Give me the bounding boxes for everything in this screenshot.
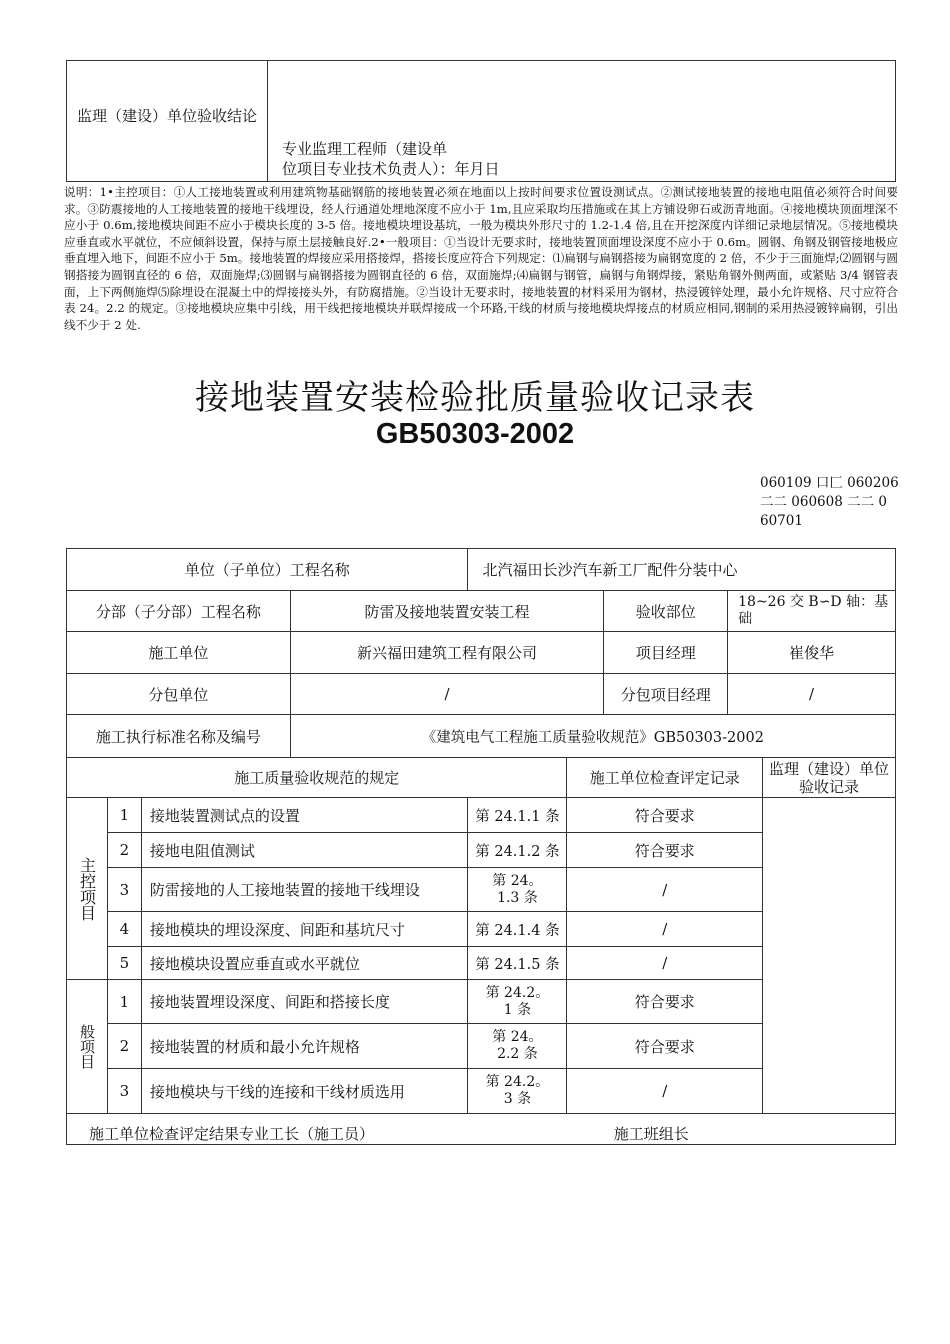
code-line: 060109 口匚 060206 [760, 475, 899, 491]
general-group-cell [67, 980, 108, 1114]
item-text: 接地装置测试点的设置 [141, 798, 468, 833]
footer-left: 施工单位检查评定结果专业工长（施工员） [89, 1125, 375, 1143]
standard-code: GB50303-2002 [375, 418, 575, 450]
item-result: / [567, 868, 763, 912]
page-title: 接地装置安装检验批质量验收记录表 [195, 378, 755, 418]
inspection-table [66, 548, 896, 591]
table-row [67, 798, 896, 833]
info-row [67, 674, 896, 715]
pm-value: 崔俊华 [728, 632, 896, 674]
general-group-label: 般项目 [77, 1024, 96, 1069]
supervision-label-cell [67, 61, 268, 182]
sub-pm-label: 分包项目经理 [604, 674, 728, 715]
item-text: 接地装置埋设深度、间距和搭接长度 [141, 980, 468, 1024]
item-text: 接地电阻值测试 [141, 833, 468, 868]
info-row [67, 591, 896, 632]
sub-value: 防雷及接地装置安装工程 [290, 591, 604, 632]
header-spec: 施工质量验收规范的规定 [67, 758, 567, 798]
item-result: / [567, 912, 763, 947]
batch-codes [760, 474, 900, 531]
item-clause: 第 24.2。1 条 [468, 980, 567, 1024]
item-no: 3 [107, 868, 141, 912]
supervision-table [66, 60, 896, 182]
item-no: 5 [107, 947, 141, 980]
std-label: 施工执行标准名称及编号 [67, 715, 291, 758]
footer-right: 施工班组长 [613, 1125, 689, 1143]
notes-paragraph: 说明：1•主控项目：①人工接地装置或利用建筑物基础钢筋的接地装置必须在地面以上按时间要求位置设测试点。②测试接地装置的接地电阻值必须符合时间要求。③防震接地的人工接地装置的接地干线埋设，经人行通道处埋地深度不应小于 1m,且应采取均压措施或在其上方铺设卵石或沥青地面。④接地模块顶面埋深不应小于 0.6m,接地模块间距不应小于模块长度的 3-5 倍。接地模块埋设基坑，一般为模块外形尺寸的 1.2-1.4 倍,且在开挖深度内详细记录地层情况。⑤接地模块应垂直或水平就位，不应倾斜设置，保持与原土层接触良好.2•一般项目：①当设计无要求时，接地装置顶面埋设深度不应小于 0.6m。圆钢、角钢及钢管接地极应垂直埋入地下，间距不应小于 5m。接地装置的焊接应采用搭接焊，搭接长度应符合下列规定：⑴扁钢与扁钢搭接为扁钢宽度的 2 倍，不少于三面施焊;⑵圆钢与圆钢搭接为圆钢直径的 6 倍，双面施焊;⑶圆钢与扁钢搭接为圆钢直径的 6 倍，双面施焊;⑷扁钢与钢管，扁钢与角钢焊接，紧贴角钢外侧两面，或紧贴 3/4 钢管表面，上下两侧施焊⑸除埋设在混凝土中的焊接接头外，有防腐措施。②当设计无要求时，接地装置的材料采用为钢材，热浸镀锌处理，最小允许规格、尺寸应符合表 24。2.2 的规定。③接地模块应集中引线，用干线把接地模块并联焊接成一个环路,干线的材质与接地模块焊接点的材质应相同,钢制的采用热浸镀锌扁钢，引出线不少于 2 处. [64, 185, 898, 332]
sub-pm-value: / [728, 674, 896, 715]
item-clause: 第 24。2.2 条 [468, 1024, 567, 1069]
code-line: 二二 060608 二二 0 [760, 494, 887, 510]
contractor-value: 新兴福田建筑工程有限公司 [290, 632, 604, 674]
item-result: 符合要求 [567, 833, 763, 868]
part-value: 18~26 交 B∽D 轴：基础 [728, 591, 896, 632]
item-clause: 第 24.1.5 条 [468, 947, 567, 980]
info-row [67, 549, 896, 591]
contractor-label: 施工单位 [67, 632, 291, 674]
item-text: 防雷接地的人工接地装置的接地干线埋设 [141, 868, 468, 912]
item-no: 2 [107, 1024, 141, 1069]
footer-row [67, 1114, 896, 1145]
main-group-label: 主控项目 [77, 856, 97, 921]
item-text: 接地模块与干线的连接和干线材质选用 [141, 1069, 468, 1114]
item-no: 2 [107, 833, 141, 868]
item-result: 符合要求 [567, 1024, 763, 1069]
supervision-signer-line1: 专业监理工程师（建设单 [282, 140, 448, 158]
item-text: 接地模块的埋设深度、间距和基坑尺寸 [141, 912, 468, 947]
info-table [66, 590, 896, 758]
std-value: 《建筑电气工程施工质量验收规范》GB50303-2002 [290, 715, 895, 758]
item-result: / [567, 1069, 763, 1114]
item-text: 接地装置的材质和最小允许规格 [141, 1024, 468, 1069]
pm-label: 项目经理 [604, 632, 728, 674]
item-clause: 第 24。1.3 条 [468, 868, 567, 912]
supervision-record-cell [763, 798, 896, 1114]
supervision-signature-cell [268, 61, 896, 182]
supervision-signer-line2: 位项目专业技术负责人）：年月日 [282, 160, 500, 178]
items-table [66, 757, 896, 1145]
subcontractor-label: 分包单位 [67, 674, 291, 715]
info-row [67, 632, 896, 674]
item-clause: 第 24.1.1 条 [468, 798, 567, 833]
item-no: 1 [107, 980, 141, 1024]
item-no: 1 [107, 798, 141, 833]
item-result: 符合要求 [567, 980, 763, 1024]
header-supervision: 监理（建设）单位验收记录 [763, 758, 896, 798]
info-row [67, 715, 896, 758]
item-result: / [567, 947, 763, 980]
unit-label: 单位（子单位）工程名称 [67, 549, 468, 591]
header-check: 施工单位检查评定记录 [567, 758, 763, 798]
item-text: 接地模块设置应垂直或水平就位 [141, 947, 468, 980]
sub-label: 分部（子分部）工程名称 [67, 591, 291, 632]
item-clause: 第 24.2。3 条 [468, 1069, 567, 1114]
subcontractor-value: / [290, 674, 604, 715]
item-clause: 第 24.1.4 条 [468, 912, 567, 947]
item-result: 符合要求 [567, 798, 763, 833]
item-no: 3 [107, 1069, 141, 1114]
part-label: 验收部位 [604, 591, 728, 632]
item-clause: 第 24.1.2 条 [468, 833, 567, 868]
supervision-label: 监理（建设）单位验收结论 [76, 107, 257, 125]
footer-cell [67, 1114, 896, 1145]
main-group-cell [67, 798, 108, 980]
item-no: 4 [107, 912, 141, 947]
header-row [67, 758, 896, 798]
code-line: 60701 [760, 513, 803, 529]
unit-value: 北汽福田长沙汽车新工厂配件分装中心 [468, 549, 896, 591]
